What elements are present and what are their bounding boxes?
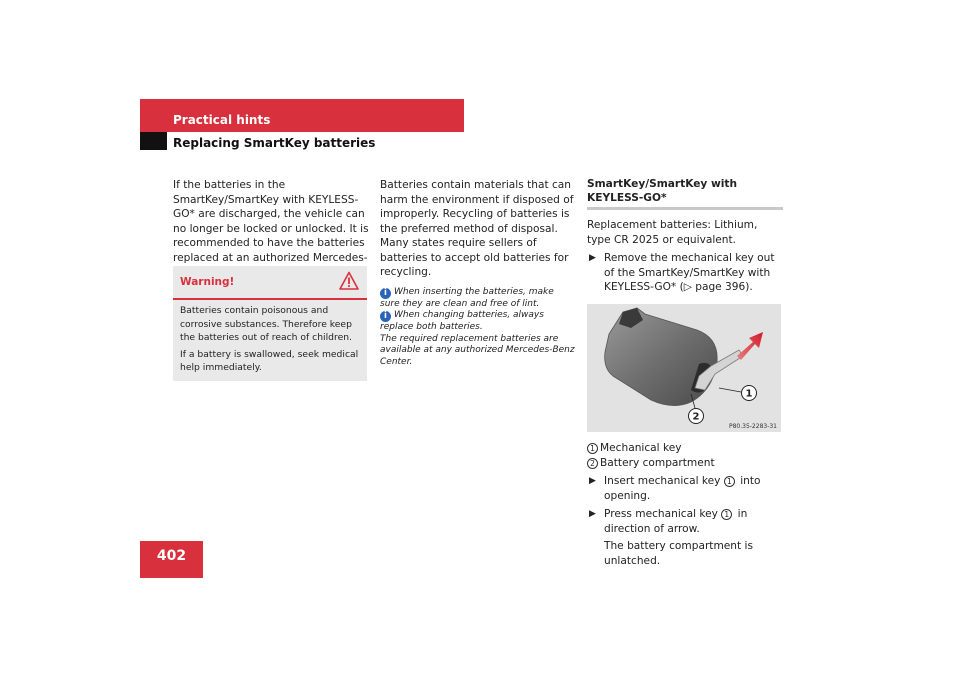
step-press-key-text: Press mechanical key — [604, 508, 722, 520]
figure-code: P80.35-2283-31 — [728, 422, 777, 430]
warning-box — [173, 266, 367, 381]
callout-2: 2 — [692, 411, 700, 422]
info-icon: i — [380, 311, 391, 322]
warning-text — [180, 304, 361, 378]
column-3 — [587, 178, 783, 568]
callout-1-icon: 1 — [587, 443, 598, 454]
smartkey-illustration — [587, 304, 781, 432]
intro-paragraph: If the batteries in the SmartKey/SmartKey with KEYLESS-GO* are discharged, the vehicle can no longer be locked or unlocked. It is recommended to have the batteries replaced at an authorized Mercedes- — [173, 179, 369, 264]
step-remove-key — [587, 251, 783, 295]
step-insert-key-text-end: into opening. — [604, 475, 761, 502]
bullet-arrow-icon: ▶ — [589, 476, 596, 486]
column-1 — [173, 178, 369, 280]
warning-divider — [173, 298, 367, 300]
callout-1: 1 — [745, 388, 753, 399]
bullet-arrow-icon: ▶ — [589, 253, 596, 263]
info-note-2-text: When changing batteries, always replace both batteries. — [380, 310, 544, 332]
callout-1-icon: 1 — [724, 476, 735, 487]
bullet-arrow-icon: ▶ — [589, 509, 596, 519]
callout-2-icon: 2 — [587, 458, 598, 469]
header-tab-marker — [140, 132, 167, 150]
section-heading: Replacing SmartKey batteries — [173, 136, 376, 150]
step-press-key-text-end: in direction of arrow. — [604, 508, 748, 535]
warning-triangle-icon — [339, 271, 359, 291]
step-press-key — [587, 507, 783, 536]
info-icon: i — [380, 288, 391, 299]
column-2 — [380, 178, 576, 368]
step-insert-key — [587, 474, 783, 503]
legend-2-text: Battery compartment — [600, 456, 715, 469]
info-note-1-text: When inserting the batteries, make sure they are clean and free of lint. — [380, 286, 554, 309]
info-note-2 — [380, 310, 576, 334]
step-remove-key-text: Remove the mechanical key out of the SmartKey/SmartKey with KEYLESS-GO* (▷ page 396). — [604, 252, 775, 293]
page-number: 402 — [140, 541, 203, 578]
subsection-title: SmartKey/SmartKey with KEYLESS-GO* — [587, 178, 783, 210]
step-insert-key-text: Insert mechanical key — [604, 475, 724, 487]
legend-battery-compartment — [587, 456, 783, 471]
info-note-3: The required replacement batteries are available at any authorized Mercedes-Benz Center. — [380, 333, 575, 367]
replacement-batteries-text: Replacement batteries: Lithium, type CR 2025 or equivalent. — [587, 219, 758, 246]
chapter-title: Practical hints — [173, 113, 271, 127]
callout-1-icon: 1 — [721, 509, 732, 520]
legend-1-text: Mechanical key — [600, 442, 682, 454]
info-note-1 — [380, 287, 576, 311]
environment-paragraph: Batteries contain materials that can harm the environment if disposed of improperly. Recycling of batteries is the preferred method of disposal. Many states require sellers of batteries to accept old batteries for recycling. — [380, 179, 574, 278]
warning-paragraph-1: Batteries contain poisonous and corrosive substances. Therefore keep the batteries out of reach of children. — [180, 305, 352, 343]
warning-title: Warning! — [180, 276, 235, 288]
legend-mechanical-key — [587, 441, 783, 456]
warning-paragraph-2: If a battery is swallowed, seek medical help immediately. — [180, 348, 359, 373]
result-text: The battery compartment is unlatched. — [604, 540, 753, 567]
